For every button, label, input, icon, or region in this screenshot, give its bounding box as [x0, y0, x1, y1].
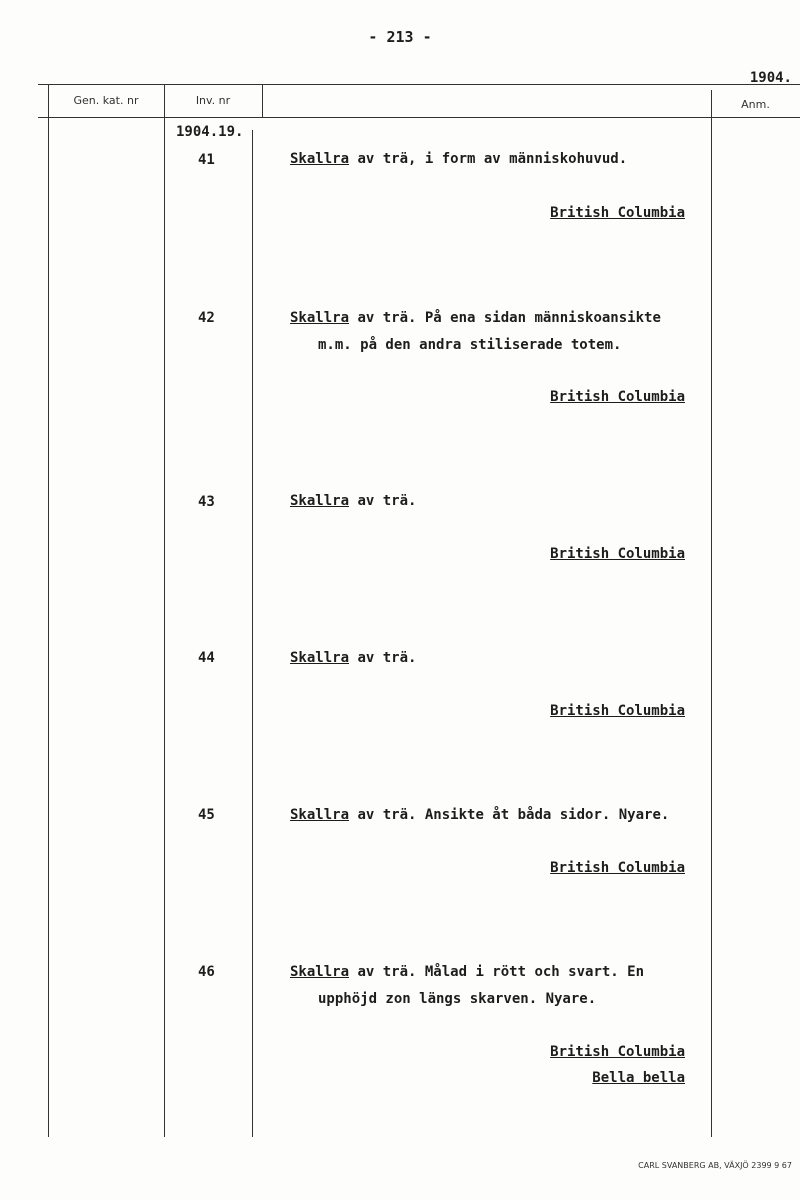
column-header-inv-nr: Inv. nr — [195, 94, 231, 107]
entry-places — [480, 200, 685, 226]
entry-description — [290, 802, 669, 829]
entry-text: av trä. — [349, 493, 417, 509]
column-header-gen-kat-nr: Gen. kat. nr — [73, 94, 139, 107]
entry-text: av trä. På ena sidan människoansikte — [349, 310, 661, 326]
entry-places — [480, 855, 685, 881]
entry-place: British Columbia — [550, 389, 685, 405]
entry-place: Bella bella — [592, 1070, 685, 1086]
printer-imprint: CARL SVANBERG AB, VÄXJÖ 2399 9 67 — [638, 1161, 792, 1170]
entry-places — [480, 1039, 685, 1091]
entry-description — [290, 645, 416, 672]
entry-place: British Columbia — [550, 1044, 685, 1060]
entry-place: British Columbia — [550, 546, 685, 562]
column-divider — [711, 90, 712, 1137]
entry-term: Skallra — [290, 151, 350, 167]
entry-text: av trä. Ansikte åt båda sidor. Nyare. — [349, 807, 670, 823]
entry-place: British Columbia — [550, 860, 685, 876]
column-divider — [252, 130, 253, 1137]
inventory-number: 46 — [198, 964, 215, 980]
entry-place: British Columbia — [550, 703, 685, 719]
entry-text: av trä. — [349, 650, 417, 666]
entry-description — [290, 305, 661, 359]
entry-places — [480, 698, 685, 724]
column-divider — [48, 84, 49, 1137]
column-divider — [164, 118, 165, 1137]
column-divider — [262, 84, 263, 118]
entry-term: Skallra — [290, 650, 350, 666]
entry-term: Skallra — [290, 310, 350, 326]
entry-continuation: upphöjd zon längs skarven. Nyare. — [318, 991, 597, 1007]
accession-number: 1904.19. — [176, 124, 244, 140]
entry-description — [290, 959, 644, 1013]
inventory-number: 42 — [198, 310, 215, 326]
entry-continuation: m.m. på den andra stiliserade totem. — [318, 337, 622, 353]
entry-term: Skallra — [290, 964, 350, 980]
header-bottom-rule — [38, 117, 800, 118]
entry-term: Skallra — [290, 807, 350, 823]
page-number: - 213 - — [368, 28, 432, 46]
inventory-number: 44 — [198, 650, 215, 666]
entry-description — [290, 146, 627, 173]
entry-text: av trä, i form av människohuvud. — [349, 151, 628, 167]
column-header-anm: Anm. — [741, 98, 770, 111]
year-label: 1904. — [749, 70, 792, 86]
entry-term: Skallra — [290, 493, 350, 509]
inventory-number: 45 — [198, 807, 215, 823]
header-top-rule — [38, 84, 800, 85]
inventory-number: 43 — [198, 494, 215, 510]
entry-description — [290, 488, 416, 515]
entry-text: av trä. Målad i rött och svart. En — [349, 964, 645, 980]
entry-places — [480, 541, 685, 567]
entry-place: British Columbia — [550, 205, 685, 221]
inventory-number: 41 — [198, 152, 215, 168]
entry-places — [480, 384, 685, 410]
